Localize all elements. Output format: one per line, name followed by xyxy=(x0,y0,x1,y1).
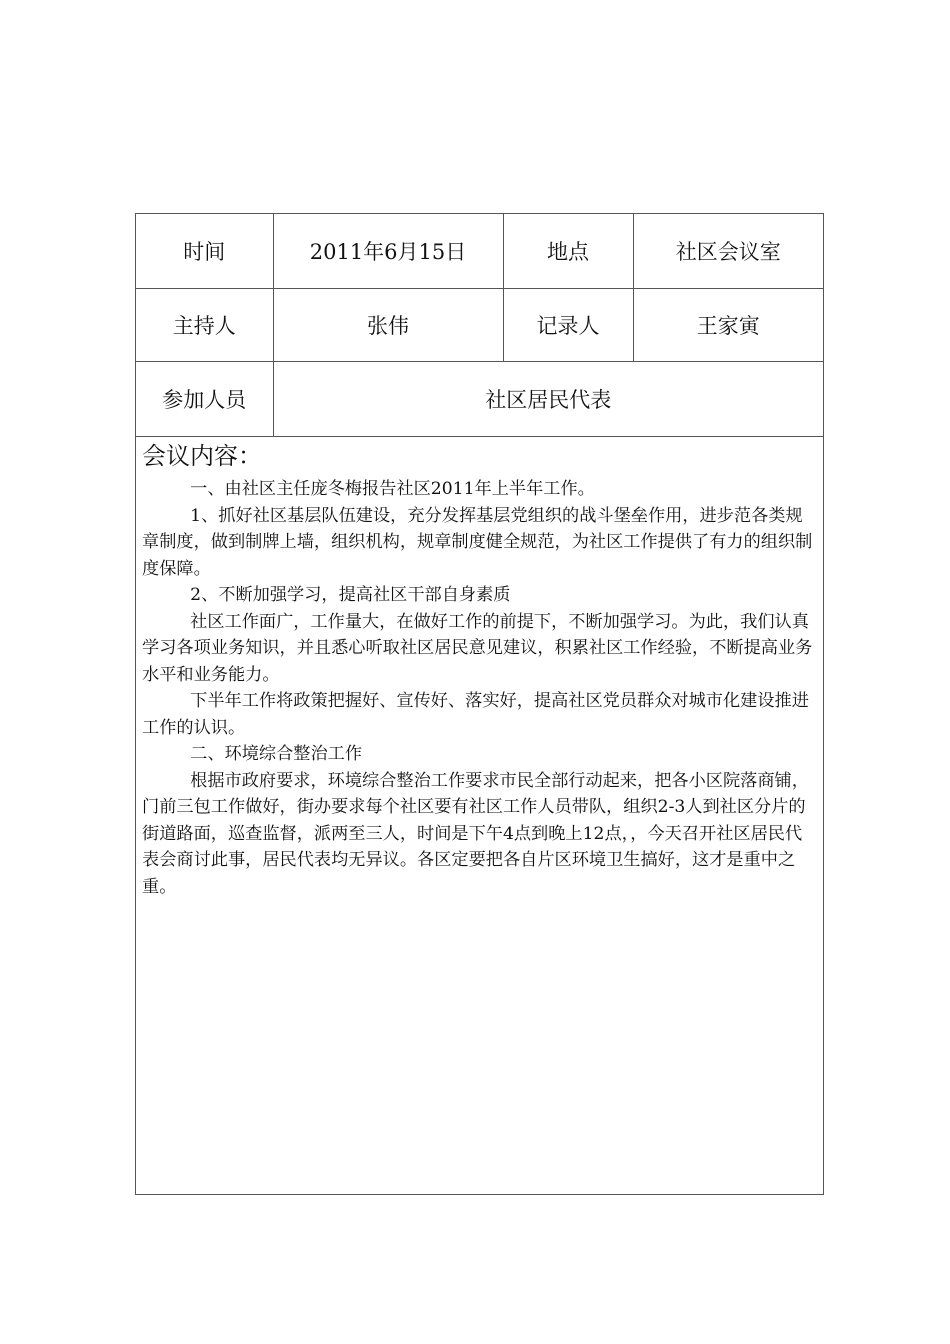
meeting-info-table xyxy=(136,214,823,437)
content-paragraph: 1、抓好社区基层队伍建设，充分发挥基层党组织的战斗堡垒作用，进步范各类规章制度，做到制牌上墙，组织机构，规章制度健全规范，为社区工作提供了有力的组织制度保障。 xyxy=(142,505,813,579)
host-label: 主持人 xyxy=(136,289,273,362)
table-row xyxy=(136,289,823,362)
time-label: 时间 xyxy=(136,214,273,289)
meeting-content xyxy=(142,436,818,900)
content-title: 会议内容： xyxy=(142,442,262,470)
content-paragraph: 2、不断加强学习，提高社区干部自身素质 xyxy=(190,585,511,605)
place-label: 地点 xyxy=(503,214,633,289)
content-paragraph: 一、由社区主任庞冬梅报告社区2011年上半年工作。 xyxy=(190,479,595,499)
attendees-value: 社区居民代表 xyxy=(273,362,823,437)
time-value: 2011年6月15日 xyxy=(273,214,503,289)
host-value: 张伟 xyxy=(273,289,503,362)
table-row xyxy=(136,214,823,289)
place-value: 社区会议室 xyxy=(633,214,823,289)
recorder-label: 记录人 xyxy=(503,289,633,362)
table-row xyxy=(136,362,823,437)
content-paragraph: 社区工作面广，工作量大，在做好工作的前提下，不断加强学习。为此，我们认真学习各项业务知识，并且悉心听取社区居民意见建议，积累社区工作经验，不断提高业务水平和业务能力。 xyxy=(142,611,813,685)
content-paragraph: 根据市政府要求，环境综合整治工作要求市民全部行动起来，把各小区院落商铺，门前三包工作做好，街办要求每个社区要有社区工作人员带队，组织2-3人到社区分片的街道路面，巡查监督，派两至三人，时间是下午4点到晚上12点，，今天召开社区居民代表会商讨此事，居民代表均无异议。各区定要把各自片区环境卫生搞好，这才是重中之重。 xyxy=(142,770,809,897)
meeting-record-form xyxy=(135,213,824,1195)
recorder-value: 王家寅 xyxy=(633,289,823,362)
content-paragraph: 二、环境综合整治工作 xyxy=(190,744,363,764)
attendees-label: 参加人员 xyxy=(136,362,273,437)
content-paragraph: 下半年工作将政策把握好、宣传好、落实好，提高社区党员群众对城市化建设推进工作的认识。 xyxy=(142,691,809,738)
